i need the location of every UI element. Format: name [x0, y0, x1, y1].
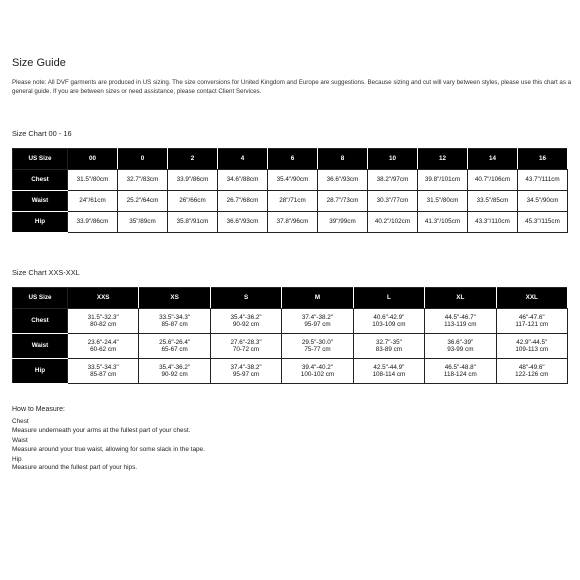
- measurement-cell: [425, 359, 496, 384]
- measurement-cell: [118, 191, 168, 212]
- measure-term-hip: Hip: [12, 456, 22, 464]
- measurement-cell: [139, 359, 210, 384]
- measurement-cell-text: 39"/99cm: [329, 218, 356, 226]
- measurement-cell: [118, 170, 168, 191]
- table-row: [13, 170, 568, 191]
- measurement-cell: [118, 212, 168, 233]
- measurement-cell-text: 33.9"/86cm: [76, 218, 109, 226]
- measurement-cell-text: 60-62 cm: [90, 346, 117, 353]
- size-header-cell-text: 16: [538, 155, 546, 163]
- size-header-cell: [425, 288, 496, 309]
- measurement-cell-text: 30.3"/77cm: [376, 197, 409, 205]
- measurement-cell: [496, 309, 567, 334]
- measurement-cell: [368, 191, 418, 212]
- table-row: [13, 334, 568, 359]
- measurement-cell-text: 118-124 cm: [443, 371, 477, 378]
- measurement-cell: [268, 212, 318, 233]
- size-header-cell: [318, 149, 368, 170]
- measurement-cell-text: 28.7"/73cm: [326, 197, 359, 205]
- row-label-cell-text: Chest: [31, 176, 49, 184]
- measurement-cell-text: 36.6"/93cm: [326, 176, 359, 184]
- measurement-cell-text: 27.6"-28.3": [230, 338, 262, 346]
- measurement-cell: [418, 170, 468, 191]
- measurement-cell-text: 35.8"/91cm: [176, 218, 209, 226]
- measurement-cell-text: 36.6"-39": [447, 338, 474, 346]
- measurement-cell: [282, 334, 353, 359]
- row-label-cell: [13, 359, 68, 384]
- measurement-cell-text: 70-72 cm: [232, 346, 260, 353]
- size-header-cell: [268, 149, 318, 170]
- measurement-cell: [68, 191, 118, 212]
- measurement-cell-text: 90-92 cm: [232, 321, 260, 328]
- size-header-cell-text: 2: [190, 155, 195, 163]
- measurement-cell-text: 36.6"/93cm: [226, 218, 259, 226]
- measurement-cell: [168, 191, 218, 212]
- measurement-cell: [139, 334, 210, 359]
- measurement-cell: [425, 309, 496, 334]
- measurement-cell-text: 35.4"-36.2": [159, 363, 191, 371]
- measurement-cell: [268, 170, 318, 191]
- size-chart-00-16-title: Size Chart 00 - 16: [12, 129, 72, 138]
- measurement-cell-text: 26.7"/68cm: [226, 197, 259, 205]
- measurement-cell-text: 25.6"-26.4": [159, 338, 191, 346]
- measurement-cell-text: 31.5"/80cm: [76, 176, 109, 184]
- corner-cell: [13, 149, 68, 170]
- measurement-cell-text: 46.5"-48.8": [444, 363, 476, 371]
- measurement-cell: [468, 212, 518, 233]
- measurement-cell-text: 44.5"-46.7": [444, 313, 476, 321]
- how-to-measure-section: [12, 406, 205, 473]
- measurement-cell-text: 34.6"/88cm: [226, 176, 259, 184]
- row-label-cell: [13, 170, 68, 191]
- measurement-cell-text: 108-114 cm: [372, 371, 406, 378]
- measurement-cell: [353, 334, 424, 359]
- table-row: [13, 212, 568, 233]
- size-header-cell-text: 00: [88, 155, 96, 163]
- size-header-cell-text: XL: [456, 294, 465, 302]
- measurement-cell: [418, 212, 468, 233]
- table-header-row: [13, 288, 568, 309]
- size-header-cell: [418, 149, 468, 170]
- row-label-cell-text: Hip: [34, 218, 46, 226]
- measurement-cell-text: 34.5"/90cm: [526, 197, 559, 205]
- measurement-cell: [68, 309, 139, 334]
- measurement-cell: [368, 212, 418, 233]
- row-label-cell: [13, 309, 68, 334]
- size-header-cell-text: 8: [340, 155, 345, 163]
- size-header-cell-text: 10: [388, 155, 396, 163]
- measurement-cell-text: 33.5"-34.3": [159, 313, 191, 321]
- measurement-cell-text: 31.5"-32.3": [87, 313, 119, 321]
- measurement-cell-text: 90-92 cm: [161, 371, 188, 378]
- measurement-cell-text: 39.8"/101cm: [424, 176, 461, 184]
- measurement-cell-text: 113-119 cm: [444, 321, 477, 328]
- measurement-cell-text: 39.4"-40.2": [301, 363, 334, 371]
- measurement-cell-text: 35.4"/90cm: [276, 176, 309, 184]
- measurement-cell-text: 100-102 cm: [300, 371, 335, 378]
- measurement-cell-text: 37.4"-38.2": [301, 313, 334, 321]
- sizing-note: Please note: All DVF garments are produced in US sizing. The size conversions for United Kingdom and Europe are suggestions. Because sizing and cut will vary between styles, please use this chart as a general guide. If you are between sizes or need assistance, please contact Client Services.: [12, 79, 572, 95]
- how-to-measure-heading: How to Measure:: [12, 406, 65, 413]
- row-label-cell-text: Chest: [31, 317, 49, 325]
- size-header-cell: [282, 288, 353, 309]
- measurement-cell-text: 28"/71cm: [279, 197, 306, 205]
- measurement-cell-text: 117-121 cm: [515, 321, 549, 328]
- measurement-cell: [282, 309, 353, 334]
- size-chart-00-16-table: [12, 148, 568, 233]
- size-header-cell: [468, 149, 518, 170]
- measurement-cell: [68, 212, 118, 233]
- measurement-cell-text: 37.4"-38.2": [230, 363, 262, 371]
- size-header-cell: [518, 149, 568, 170]
- size-header-cell: [353, 288, 424, 309]
- size-chart-xxs-xxl-table: [12, 287, 568, 384]
- measurement-cell: [418, 191, 468, 212]
- measurement-cell-text: 80-82 cm: [90, 321, 117, 328]
- measure-text-waist: Measure around your true waist, allowing for some slack in the tape.: [12, 445, 205, 453]
- measurement-cell: [496, 359, 567, 384]
- size-header-cell-text: M: [314, 294, 321, 302]
- size-header-cell: [68, 149, 118, 170]
- measurement-cell: [68, 359, 139, 384]
- measurement-cell-text: 43.7"/111cm: [525, 176, 560, 184]
- measurement-cell: [468, 170, 518, 191]
- size-header-cell: [139, 288, 210, 309]
- measurement-cell-text: 48"-49.6": [518, 363, 545, 371]
- size-header-cell: [118, 149, 168, 170]
- measurement-cell-text: 122-126 cm: [515, 371, 549, 378]
- size-header-cell-text: 6: [290, 155, 295, 163]
- measurement-cell-text: 33.5"-34.3": [87, 363, 119, 371]
- measurement-cell: [210, 334, 281, 359]
- measurement-cell: [425, 334, 496, 359]
- measurement-cell-text: 42.5"-44.9": [373, 363, 405, 371]
- corner-cell-text: US Size: [28, 294, 52, 302]
- measurement-cell: [210, 309, 281, 334]
- size-header-cell: [68, 288, 139, 309]
- table-header-row: [13, 149, 568, 170]
- size-header-cell-text: 12: [438, 155, 446, 163]
- row-label-cell: [13, 212, 68, 233]
- measurement-cell-text: 33.9"/86cm: [176, 176, 209, 184]
- measurement-cell-text: 29.5"-30.0": [301, 338, 334, 346]
- measurement-cell-text: 35"/89cm: [129, 218, 156, 226]
- measurement-cell-text: 95-97 cm: [304, 321, 331, 328]
- measurement-cell-text: 83-89 cm: [375, 346, 403, 353]
- measurement-cell: [468, 191, 518, 212]
- measurement-cell: [139, 309, 210, 334]
- measurement-cell: [68, 334, 139, 359]
- measure-term-waist: Waist: [12, 437, 28, 445]
- page-title: Size Guide: [12, 57, 66, 69]
- measurement-cell-text: 33.5"/85cm: [476, 197, 509, 205]
- measurement-cell-text: 24"/61cm: [79, 197, 106, 205]
- measurement-cell: [218, 212, 268, 233]
- measurement-cell: [353, 359, 424, 384]
- measurement-cell: [496, 334, 567, 359]
- table-row: [13, 359, 568, 384]
- measurement-cell-text: 42.9"-44.5": [516, 338, 548, 346]
- measurement-cell: [318, 170, 368, 191]
- size-header-cell-text: 14: [488, 155, 496, 163]
- measure-term-chest: Chest: [12, 418, 29, 426]
- measurement-cell-text: 35.4"-36.2": [230, 313, 262, 321]
- size-header-cell-text: L: [386, 294, 391, 302]
- measurement-cell-text: 85-87 cm: [90, 371, 117, 378]
- size-header-cell: [210, 288, 281, 309]
- size-header-cell-text: XS: [170, 294, 179, 302]
- measurement-cell-text: 95-97 cm: [232, 371, 260, 378]
- measurement-cell: [368, 170, 418, 191]
- size-chart-xxs-xxl-title: Size Chart XXS-XXL: [12, 268, 80, 277]
- measurement-cell-text: 26"/66cm: [179, 197, 206, 205]
- row-label-cell-text: Waist: [31, 197, 49, 205]
- measurement-cell-text: 40.6"-42.9": [373, 313, 405, 321]
- measurement-cell-text: 32.7"/83cm: [126, 176, 159, 184]
- size-header-cell-text: XXS: [96, 294, 110, 302]
- measure-text-hip: Measure around the fullest part of your hips.: [12, 464, 138, 472]
- measurement-cell: [218, 170, 268, 191]
- measurement-cell: [518, 191, 568, 212]
- row-label-cell: [13, 334, 68, 359]
- size-header-cell: [168, 149, 218, 170]
- corner-cell-text: US Size: [28, 155, 52, 163]
- measurement-cell-text: 93-99 cm: [447, 346, 474, 353]
- measurement-cell: [210, 359, 281, 384]
- measurement-cell-text: 40.2"/102cm: [374, 218, 411, 226]
- table-row: [13, 191, 568, 212]
- row-label-cell-text: Hip: [34, 367, 46, 375]
- measurement-cell-text: 45.3"/115cm: [525, 218, 560, 226]
- measurement-cell: [168, 170, 218, 191]
- measurement-cell-text: 75-77 cm: [304, 346, 331, 353]
- measurement-cell: [218, 191, 268, 212]
- size-header-cell: [496, 288, 567, 309]
- measurement-cell-text: 65-67 cm: [161, 346, 188, 353]
- measurement-cell-text: 25.2"/64cm: [126, 197, 159, 205]
- measurement-cell-text: 31.5"/80cm: [426, 197, 459, 205]
- row-label-cell: [13, 191, 68, 212]
- size-header-cell-text: 4: [240, 155, 245, 163]
- measurement-cell-text: 32.7"-35": [375, 338, 402, 346]
- size-header-cell: [368, 149, 418, 170]
- measurement-cell: [353, 309, 424, 334]
- measurement-cell: [518, 212, 568, 233]
- row-label-cell-text: Waist: [31, 342, 49, 350]
- measurement-cell-text: 40.7"/106cm: [474, 176, 511, 184]
- measurement-cell: [68, 170, 118, 191]
- measurement-cell: [168, 212, 218, 233]
- measurement-cell-text: 85-87 cm: [161, 321, 188, 328]
- measurement-cell-text: 43.3"/110cm: [475, 218, 510, 226]
- measurement-cell-text: 46"-47.6": [518, 313, 545, 321]
- table-row: [13, 309, 568, 334]
- measure-text-chest: Measure underneath your arms at the fullest part of your chest.: [12, 426, 191, 434]
- measurement-cell-text: 109-113 cm: [515, 346, 549, 353]
- measurement-cell: [318, 191, 368, 212]
- measurement-cell-text: 38.2"/97cm: [376, 176, 409, 184]
- measurement-cell-text: 37.8"/96cm: [276, 218, 309, 226]
- measurement-cell: [518, 170, 568, 191]
- measurement-cell: [268, 191, 318, 212]
- measurement-cell-text: 23.6"-24.4": [87, 338, 119, 346]
- size-header-cell: [218, 149, 268, 170]
- size-header-cell-text: S: [243, 294, 249, 302]
- size-header-cell-text: 0: [140, 155, 145, 163]
- size-header-cell-text: XXL: [525, 294, 538, 302]
- measurement-cell-text: 103-109 cm: [372, 321, 406, 328]
- measurement-cell: [282, 359, 353, 384]
- corner-cell: [13, 288, 68, 309]
- measurement-cell-text: 41.3"/105cm: [424, 218, 461, 226]
- measurement-cell: [318, 212, 368, 233]
